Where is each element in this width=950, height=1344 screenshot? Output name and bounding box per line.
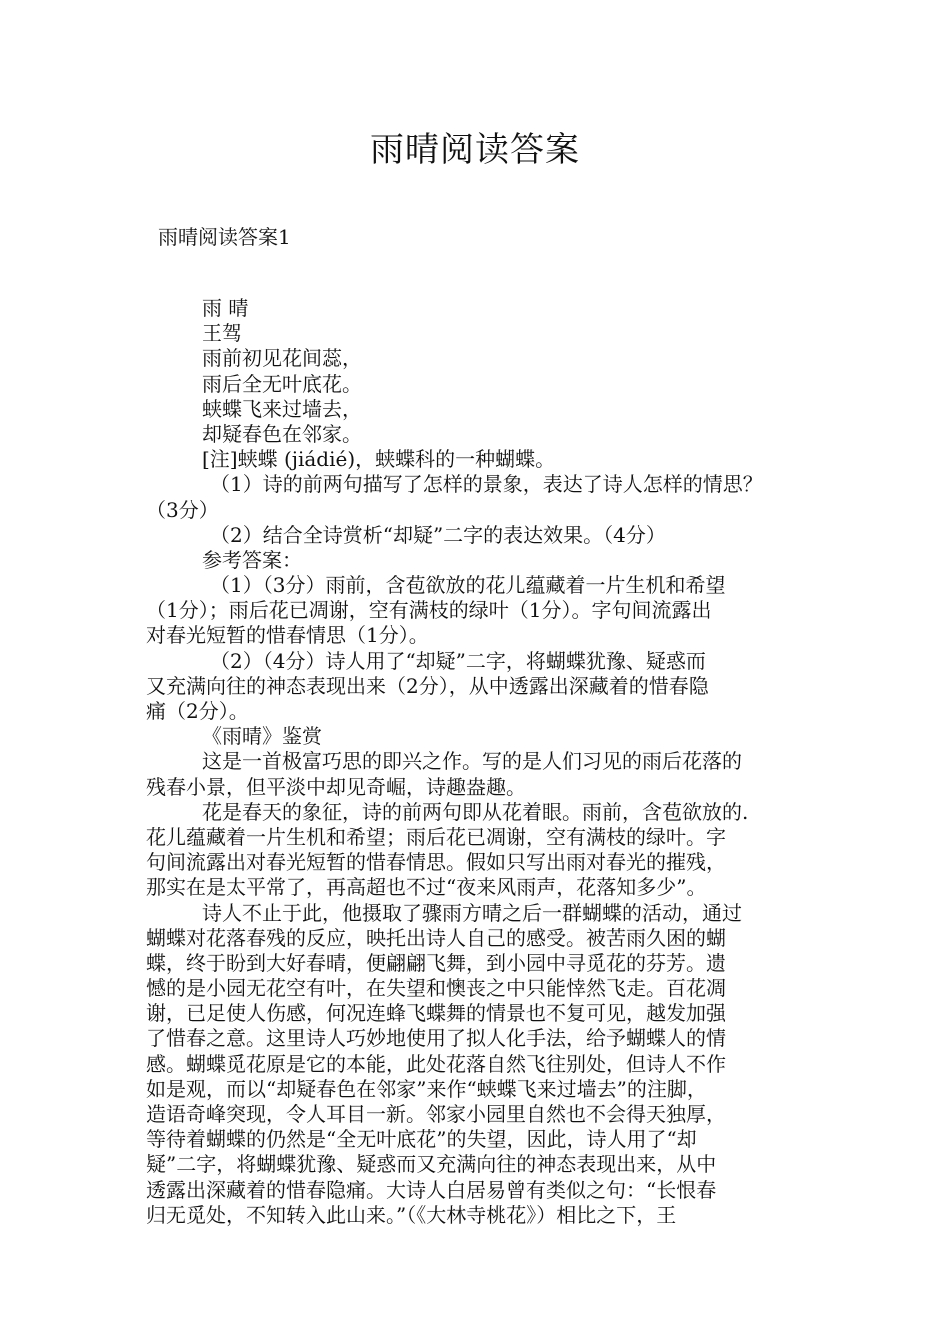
text-line: 雨 晴 [202, 296, 249, 320]
text-line: 那实在是太平常了，再高超也不过“夜来风雨声，花落知多少”。 [146, 875, 707, 900]
text-line: 透露出深藏着的惜春隐痛。大诗人白居易曾有类似之句：“长恨春 [146, 1177, 717, 1202]
text-line: 雨后全无叶底花。 [202, 371, 362, 396]
text-line: 感。蝴蝶觅花原是它的本能，此处花落自然飞往别处，但诗人不作 [146, 1051, 726, 1076]
text-line: 如是观，而以“却疑春色在邻家”来作“蛱蝶飞来过墙去”的注脚， [146, 1076, 707, 1101]
text-line: 雨前初见花间蕊， [202, 346, 362, 371]
text-line: 这是一首极富巧思的即兴之作。写的是人们习见的雨后花落的 [202, 749, 742, 774]
section-heading: 雨晴阅读答案1 [158, 225, 291, 249]
text-line: 花儿蕴藏着一片生机和希望；雨后花已凋谢，空有满枝的绿叶。字 [146, 824, 726, 849]
text-line: 蝴蝶对花落春残的反应，映托出诗人自己的感受。被苦雨久困的蝴 [146, 925, 726, 950]
text-line: 《雨晴》鉴赏 [202, 724, 322, 749]
text-line: （2）结合全诗赏析“却疑”二字的表达效果。（4分） [210, 522, 666, 547]
text-line: 了惜春之意。这里诗人巧妙地使用了拟人化手法，给予蝴蝶人的情 [146, 1026, 726, 1051]
text-line: 蛱蝶飞来过墙去， [202, 396, 362, 421]
text-line: （3分） [146, 497, 219, 522]
text-line: 残春小景，但平淡中却见奇崛，诗趣盎趣。 [146, 774, 526, 799]
text-line: [注]蛱蝶 (jiádié)，蛱蝶科的一种蝴蝶。 [202, 447, 556, 472]
text-line: 花是春天的象征，诗的前两句即从花着眼。雨前，含苞欲放的. [202, 799, 749, 824]
document-title: 雨晴阅读答案 [370, 130, 580, 170]
text-line: 参考答案： [202, 547, 302, 572]
text-line: 疑”二字，将蝴蝶犹豫、疑惑而又充满向往的神态表现出来，从中 [146, 1152, 717, 1177]
text-line: 句间流露出对春光短暂的惜春情思。假如只写出雨对春光的摧残， [146, 850, 726, 875]
text-line: 造语奇峰突现，令人耳目一新。邻家小园里自然也不会得天独厚， [146, 1102, 726, 1126]
text-line: （1分）；雨后花已凋谢，空有满枝的绿叶（1分）。字句间流露出 [146, 598, 712, 623]
text-line: 又充满向往的神态表现出来（2分），从中透露出深藏着的惜春隐 [146, 673, 709, 698]
text-line: 对春光短暂的惜春情思（1分）。 [146, 623, 429, 648]
text-line: 归无觅处，不知转入此山来。”（《大林寺桃花》）相比之下，王 [146, 1202, 677, 1227]
text-line: 痛（2分）。 [146, 699, 249, 723]
document-body [146, 296, 816, 1228]
text-line: 谢，已足使人伤感，何况连蜂飞蝶舞的情景也不复可见，越发加强 [146, 1001, 726, 1026]
text-line: 却疑春色在邻家。 [202, 421, 362, 446]
text-line: 憾的是小园无花空有叶，在失望和懊丧之中只能悻然飞走。百花凋 [146, 976, 726, 1001]
text-line: 诗人不止于此，他摄取了骤雨方晴之后一群蝴蝶的活动，通过 [202, 900, 742, 925]
text-line: （1）（3分）雨前，含苞欲放的花儿蕴藏着一片生机和希望 [210, 573, 726, 598]
text-line: 王驾 [202, 321, 242, 346]
text-line: （1）诗的前两句描写了怎样的景象，表达了诗人怎样的情思？ [210, 472, 763, 497]
text-line: 蝶，终于盼到大好春晴，便翩翩飞舞，到小园中寻觅花的芬芳。遗 [146, 950, 726, 975]
text-line: （2）（4分）诗人用了“却疑”二字，将蝴蝶犹豫、疑惑而 [210, 648, 706, 673]
text-line: 等待着蝴蝶的仍然是“全无叶底花”的失望，因此，诗人用了“却 [146, 1127, 697, 1152]
